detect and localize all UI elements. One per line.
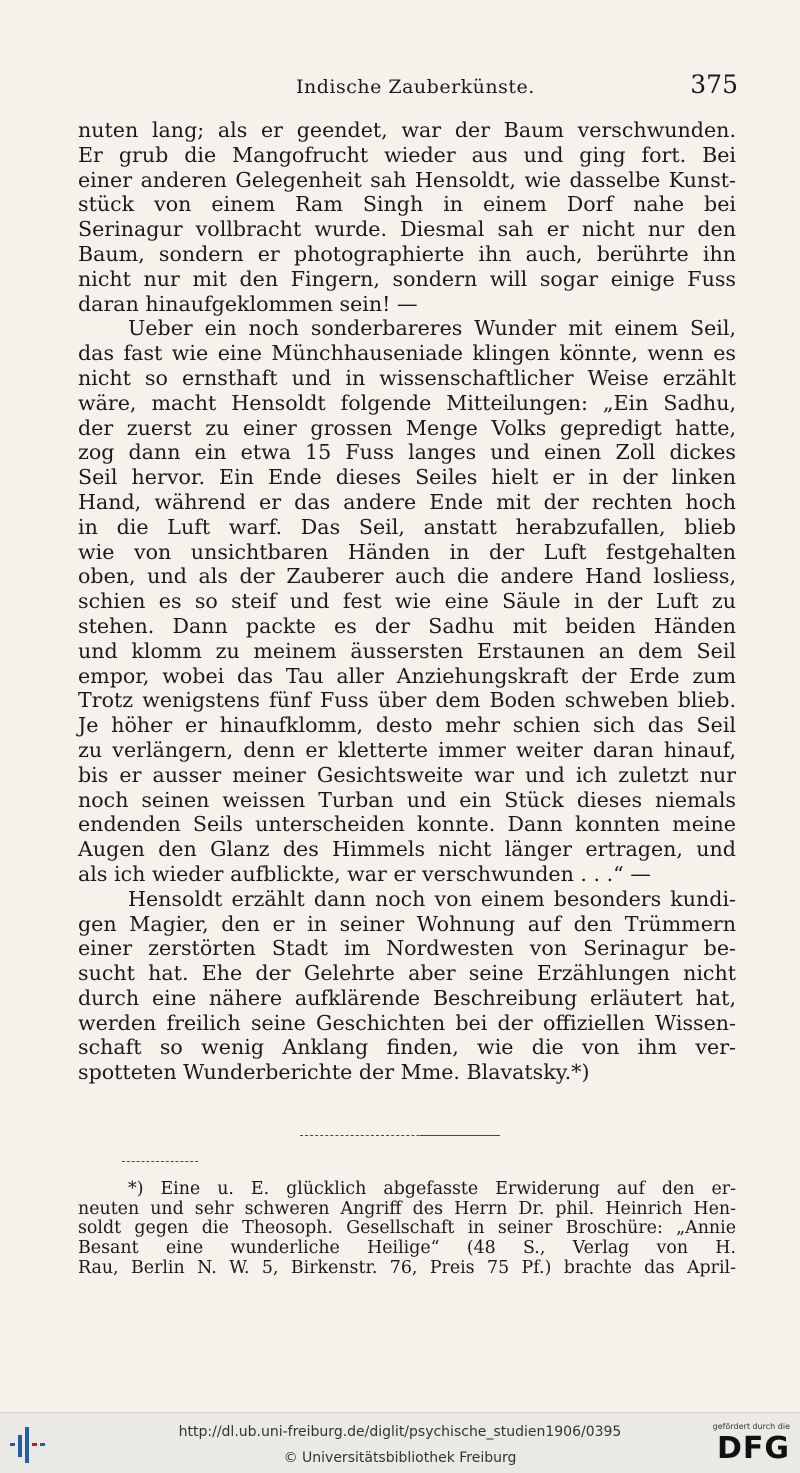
- body-line: spotteten Wunderberichte der Mme. Blavatsky.*): [78, 1060, 590, 1085]
- body-line: Er grub die Mangofrucht wieder aus und ging fort. Bei: [78, 142, 736, 167]
- body-line: Seil hervor. Ein Ende dieses Seiles hielt er in der linken: [78, 465, 736, 490]
- body-line: oben, und als der Zauberer auch die andere Hand losliess,: [78, 564, 736, 589]
- body-line: schien es so steif und fest wie eine Säule in der Luft zu: [78, 589, 736, 614]
- body-line: Ueber ein noch sonderbareres Wunder mit einem Seil,: [128, 316, 736, 341]
- footnote: [78, 1180, 736, 1279]
- body-line: Baum, sondern er photographierte ihn auch, berührte ihn: [78, 241, 736, 266]
- footnote-line: *) Eine u. E. glücklich abgefasste Erwiderung auf den er-: [128, 1179, 736, 1199]
- sponsor-caption: gefördert durch die: [712, 1422, 790, 1431]
- footnote-line: Besant eine wunderliche Heilige“ (48 S., Verlag von H.: [78, 1238, 736, 1259]
- copyright-text: © Universitätsbibliothek Freiburg: [283, 1450, 517, 1466]
- page-number: 375: [690, 70, 738, 99]
- body-line: zu verlängern, denn er kletterte immer weiter daran hinauf,: [78, 737, 736, 762]
- body-line: sucht hat. Ehe der Gelehrte aber seine Erzählungen nicht: [78, 961, 736, 986]
- footnote-line: Rau, Berlin N. W. 5, Birkenstr. 76, Preis 75 Pf.) brachte das April-: [78, 1257, 736, 1278]
- body-text: [78, 118, 736, 1085]
- body-line: endenden Seils unterscheiden konnte. Dann konnten meine: [78, 812, 736, 837]
- body-line: nicht so ernsthaft und in wissenschaftlicher Weise erzählt: [78, 365, 736, 390]
- body-line: durch eine nähere aufklärende Beschreibung erläutert hat,: [78, 985, 736, 1010]
- body-line: daran hinaufgeklommen sein! —: [78, 291, 418, 316]
- body-line: Je höher er hinaufklomm, desto mehr schien sich das Seil: [78, 713, 736, 738]
- body-line: wäre, macht Hensoldt folgende Mitteilungen: „Ein Sadhu,: [78, 390, 736, 415]
- running-header: [78, 70, 738, 110]
- body-line: Hensoldt erzählt dann noch von einem besonders kundi-: [128, 886, 736, 911]
- footer-bar: [0, 1412, 800, 1473]
- body-line: und klomm zu meinem äussersten Erstaunen an dem Seil: [78, 638, 736, 663]
- body-line: nicht nur mit den Fingern, sondern will sogar einige Fuss: [78, 266, 736, 291]
- body-line: einer zerstörten Stadt im Nordwesten von Serinagur be-: [78, 936, 736, 961]
- body-line: Serinagur vollbracht wurde. Diesmal sah er nicht nur den: [78, 217, 736, 242]
- body-line: nuten lang; als er geendet, war der Baum verschwunden.: [78, 118, 736, 142]
- body-line: Hand, während er das andere Ende mit der rechten hoch: [78, 489, 736, 514]
- body-line: bis er ausser meiner Gesichtsweite war und ich zuletzt nur: [78, 762, 736, 787]
- footnote-line: neuten und sehr schweren Angriff des Herrn Dr. phil. Heinrich Hen-: [78, 1198, 736, 1219]
- body-line: einer anderen Gelegenheit sah Hensoldt, wie dasselbe Kunst-: [78, 167, 736, 192]
- body-line: gen Magier, den er in seiner Wohnung auf den Trümmern: [78, 911, 736, 936]
- body-line: wie von unsichtbaren Händen in der Luft festgehalten: [78, 539, 736, 564]
- body-line: empor, wobei das Tau aller Anziehungskraft der Erde zum: [78, 663, 736, 688]
- footnote-divider: [122, 1161, 198, 1162]
- dfg-logo-icon: DFG: [716, 1431, 790, 1466]
- body-line: zog dann ein etwa 15 Fuss langes und einen Zoll dickes: [78, 440, 736, 465]
- body-line: das fast wie eine Münchhauseniade klingen könnte, wenn es: [78, 341, 736, 366]
- body-line: werden freilich seine Geschichten bei der offiziellen Wissen-: [78, 1010, 736, 1035]
- running-title: Indische Zauberkünste.: [296, 76, 535, 98]
- body-line: als ich wieder aufblickte, war er verschwunden . . .“ —: [78, 861, 651, 886]
- permalink-url[interactable]: http://dl.ub.uni-freiburg.de/diglit/psychische_studien1906/0395: [178, 1424, 622, 1440]
- body-line: stück von einem Ram Singh in einem Dorf nahe bei: [78, 192, 736, 217]
- footnote-line: soldt gegen die Theosoph. Gesellschaft in seiner Broschüre: „Annie: [78, 1218, 736, 1239]
- body-line: in die Luft warf. Das Seil, anstatt herabzufallen, blieb: [78, 514, 736, 539]
- section-divider: [420, 1135, 500, 1136]
- body-line: stehen. Dann packte es der Sadhu mit beiden Händen: [78, 613, 736, 638]
- body-line: noch seinen weissen Turban und ein Stück dieses niemals: [78, 787, 736, 812]
- body-line: der zuerst zu einer grossen Menge Volks gepredigt hatte,: [78, 415, 736, 440]
- body-line: schaft so wenig Anklang finden, wie die von ihm ver-: [78, 1035, 736, 1060]
- body-line: Augen den Glanz des Himmels nicht länger ertragen, und: [78, 837, 736, 862]
- body-line: Trotz wenigstens fünf Fuss über dem Boden schweben blieb.: [78, 688, 736, 713]
